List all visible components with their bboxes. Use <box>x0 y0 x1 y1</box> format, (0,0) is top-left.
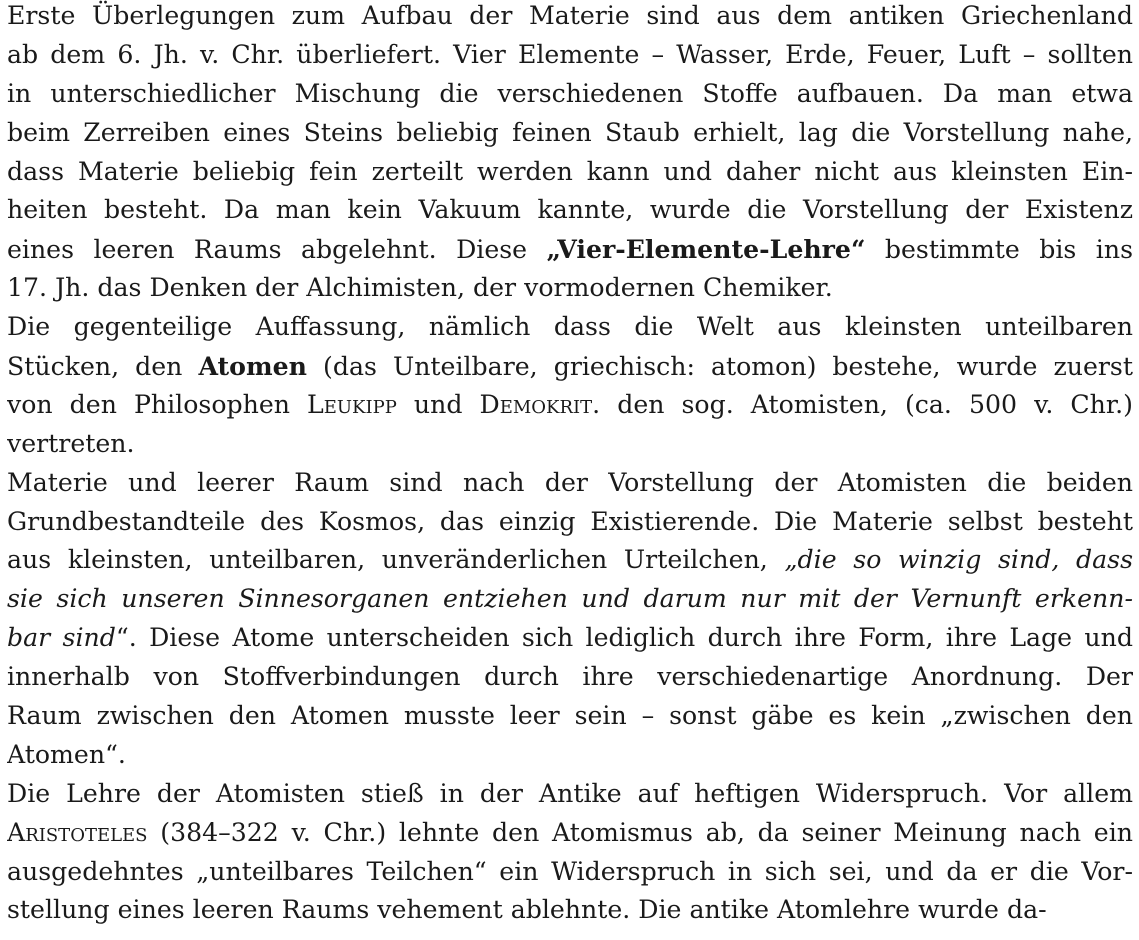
text-run: 17. Jh. das Denken der Alchimisten, der vormodernen Chemiker. <box>7 273 833 303</box>
text-line <box>7 503 1133 542</box>
text-line <box>7 425 1133 464</box>
text-line <box>7 697 1133 736</box>
text-line <box>7 736 1133 775</box>
paragraph <box>7 308 1133 464</box>
text-line <box>7 114 1133 153</box>
text-run: . den sog. Atomisten, (ca. 500 v. Chr.) <box>592 389 1133 419</box>
text-line <box>7 230 1133 269</box>
text-run: innerhalb von Stoffverbindungen durch ihre verschiedenartige Anordnung. Der <box>7 662 1133 692</box>
text-line <box>7 36 1133 75</box>
small-caps-name: Aristoteles <box>7 817 148 847</box>
text-run: Grundbestandteile des Kosmos, das einzig Existierende. Die Materie selbst besteht <box>7 506 1133 536</box>
italic-quote: „die so winzig sind, dass <box>784 545 1133 575</box>
text-run: Erste Überlegungen zum Aufbau der Materie sind aus dem antiken Griechenland <box>7 1 1133 30</box>
text-line <box>7 75 1133 114</box>
text-run: ab dem 6. Jh. v. Chr. überliefert. Vier Elemente – Wasser, Erde, Feuer, Luft – sollten <box>7 39 1133 69</box>
text-run: (384–322 v. Chr.) lehnte den Atomismus ab, da seiner Meinung nach ein <box>147 817 1133 847</box>
document-page <box>7 0 1133 937</box>
text-line <box>7 541 1133 580</box>
text-run: und <box>396 389 480 419</box>
text-run: beim Zerreiben eines Steins beliebig feinen Staub erhielt, lag die Vorstellung nahe, <box>7 117 1133 147</box>
text-line <box>7 580 1133 619</box>
bold-text: „Vier-Elemente-Lehre“ <box>546 234 866 265</box>
text-line <box>7 891 1133 930</box>
text-run: in unterschiedlicher Mischung die verschiedenen Stoffe aufbauen. Da man etwa <box>7 78 1133 108</box>
text-line <box>7 269 1133 308</box>
text-run: eines leeren Raums abgelehnt. Diese <box>7 235 547 265</box>
text-run: Atomen“. <box>7 739 126 769</box>
text-run: stellung eines leeren Raums vehement ablehnte. Die antike Atomlehre wurde da- <box>7 895 1047 925</box>
bold-text: Atomen <box>198 351 307 382</box>
text-run: vertreten. <box>7 428 135 458</box>
text-line <box>7 308 1133 347</box>
text-run: bestimmte bis ins <box>865 235 1133 265</box>
text-run: (das Unteilbare, griechisch: atomon) bestehe, wurde zuerst <box>306 352 1133 382</box>
text-line <box>7 814 1133 853</box>
text-run: aus kleinsten, unteilbaren, unveränderlichen Urteilchen, <box>7 545 785 575</box>
paragraph <box>7 775 1133 931</box>
text-run: ausgedehntes „unteilbares Teilchen“ ein Widerspruch in sich sei, und da er die Vor- <box>7 856 1133 886</box>
text-run: “. Diese Atome unterscheiden sich lediglich durch ihre Form, ihre Lage und <box>115 623 1133 653</box>
text-run: dass Materie beliebig fein zerteilt werden kann und daher nicht aus kleinsten Ein- <box>7 156 1133 186</box>
text-run: Materie und leerer Raum sind nach der Vorstellung der Atomisten die beiden <box>7 467 1133 497</box>
text-line <box>7 347 1133 386</box>
text-line <box>7 853 1133 892</box>
paragraph <box>7 464 1133 775</box>
document-body <box>7 0 1133 930</box>
text-run: Die Lehre der Atomisten stieß in der Antike auf heftigen Widerspruch. Vor allem <box>7 778 1133 808</box>
small-caps-name: Leukipp <box>307 389 397 419</box>
text-line <box>7 191 1133 230</box>
small-caps-name: Demokrit <box>479 389 593 419</box>
text-run: Raum zwischen den Atomen musste leer sein – sonst gäbe es kein „zwischen den <box>7 701 1133 731</box>
text-line <box>7 153 1133 192</box>
text-line <box>7 464 1133 503</box>
paragraph <box>7 0 1133 308</box>
text-run: heiten besteht. Da man kein Vakuum kannte, wurde die Vorstellung der Existenz <box>7 195 1133 225</box>
text-run: von den Philosophen <box>7 389 308 419</box>
text-line <box>7 386 1133 425</box>
text-line <box>7 0 1133 36</box>
text-line <box>7 658 1133 697</box>
text-line <box>7 775 1133 814</box>
text-run: Die gegenteilige Auffassung, nämlich dass die Welt aus kleinsten unteilbaren <box>7 312 1133 342</box>
italic-quote: bar sind <box>7 623 116 653</box>
text-line <box>7 619 1133 658</box>
italic-quote: sie sich unseren Sinnesorganen entziehen und darum nur mit der Vernunft erkenn- <box>7 584 1133 614</box>
text-run: Stücken, den <box>7 352 199 382</box>
